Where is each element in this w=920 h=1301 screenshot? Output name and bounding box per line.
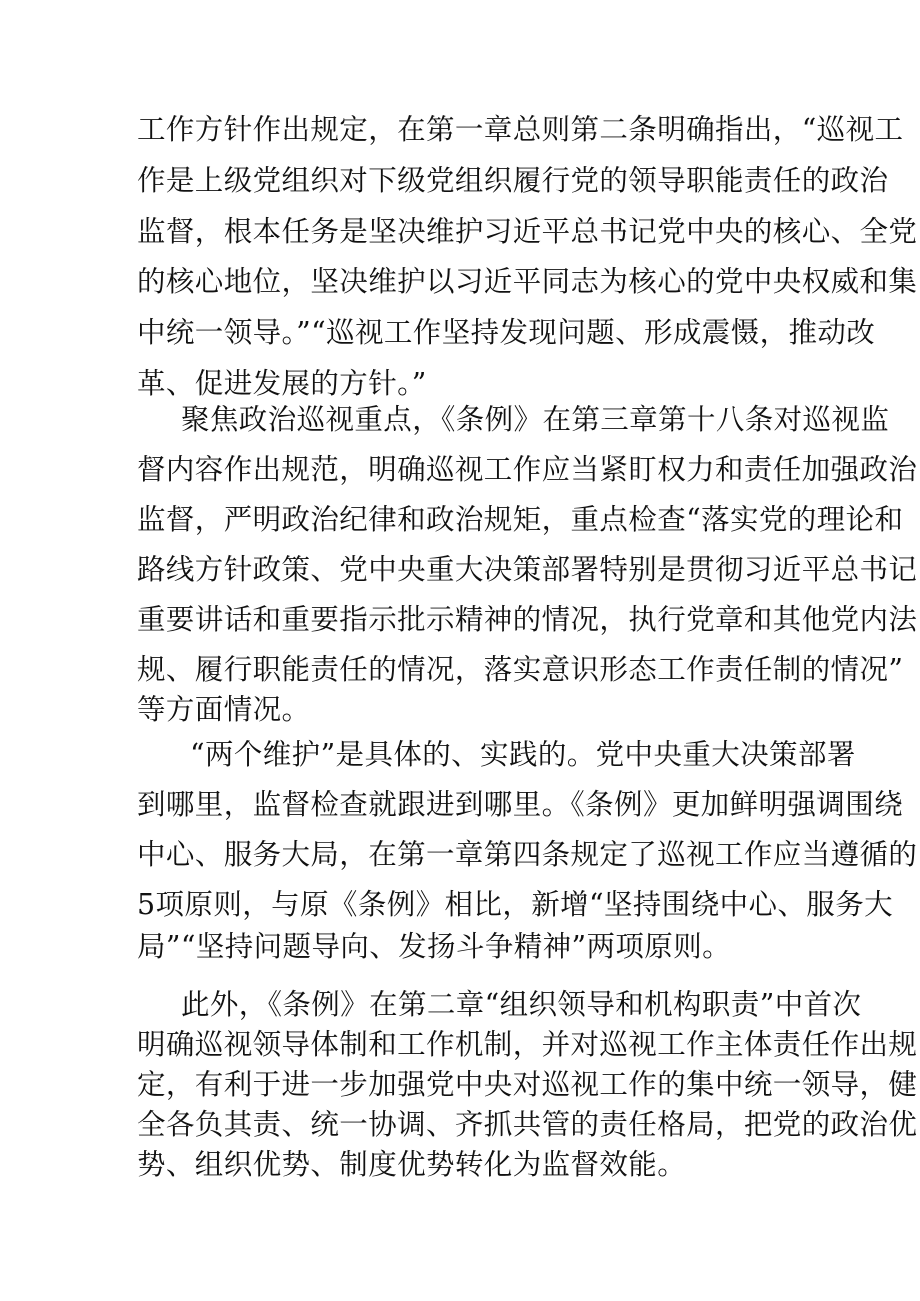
paragraph-3-line-3: 中心、服务大局，在第一章第四条规定了巡视工作应当遵循的 bbox=[137, 838, 918, 871]
paragraph-1-line-4: 的核心地位，坚决维护以习近平同志为核心的党中央权威和集 bbox=[137, 265, 918, 298]
paragraph-4-line-4: 全各负其责、统一协调、齐抓共管的责任格局，把党的政治优 bbox=[137, 1108, 918, 1141]
paragraph-4-line-2: 明确巡视领导体制和工作机制，并对巡视工作主体责任作出规 bbox=[137, 1028, 918, 1061]
paragraph-1-line-3: 监督，根本任务是坚决维护习近平总书记党中央的核心、全党 bbox=[137, 215, 918, 248]
paragraph-2-line-7: 等方面情况。 bbox=[137, 693, 311, 726]
paragraph-3-line-2: 到哪里，监督检查就跟进到哪里。《条例》更加鲜明强调围绕 bbox=[137, 788, 904, 821]
paragraph-2-line-3: 监督，严明政治纪律和政治规矩，重点检查“落实党的理论和 bbox=[137, 503, 904, 536]
paragraph-1-line-2: 作是上级党组织对下级党组织履行党的领导职能责任的政治 bbox=[137, 164, 889, 197]
paragraph-2-line-5: 重要讲话和重要指示批示精神的情况，执行党章和其他党内法 bbox=[137, 603, 918, 636]
paragraph-1-line-6: 革、促进发展的方针。” bbox=[137, 367, 427, 400]
paragraph-4-line-3: 定，有利于进一步加强党中央对巡视工作的集中统一领导，健 bbox=[137, 1068, 918, 1101]
paragraph-2-line-1: 聚焦政治巡视重点，《条例》在第三章第十八条对巡视监 bbox=[181, 403, 890, 436]
paragraph-4-line-1: 此外，《条例》在第二章“组织领导和机构职责”中首次 bbox=[181, 988, 862, 1021]
paragraph-1-line-5: 中统一领导。”“巡视工作坚持发现问题、形成震慑，推动改 bbox=[137, 316, 876, 349]
paragraph-2-line-4: 路线方针政策、党中央重大决策部署特别是贯彻习近平总书记 bbox=[137, 553, 918, 586]
paragraph-2-line-6: 规、履行职能责任的情况，落实意识形态工作责任制的情况” bbox=[137, 653, 904, 686]
paragraph-4-line-5: 势、组织优势、制度优势转化为监督效能。 bbox=[137, 1148, 687, 1181]
paragraph-1-line-1: 工作方针作出规定，在第一章总则第二条明确指出，“巡视工 bbox=[137, 113, 904, 146]
paragraph-2-line-2: 督内容作出规范，明确巡视工作应当紧盯权力和责任加强政治 bbox=[137, 453, 918, 486]
paragraph-3-line-5: 局”“坚持问题导向、发扬斗争精神”两项原则。 bbox=[137, 930, 732, 963]
paragraph-3-line-4: 5项原则，与原《条例》相比，新增“坚持围绕中心、服务大 bbox=[137, 888, 894, 921]
paragraph-3-line-1: “两个维护”是具体的、实践的。党中央重大决策部署 bbox=[190, 738, 856, 771]
